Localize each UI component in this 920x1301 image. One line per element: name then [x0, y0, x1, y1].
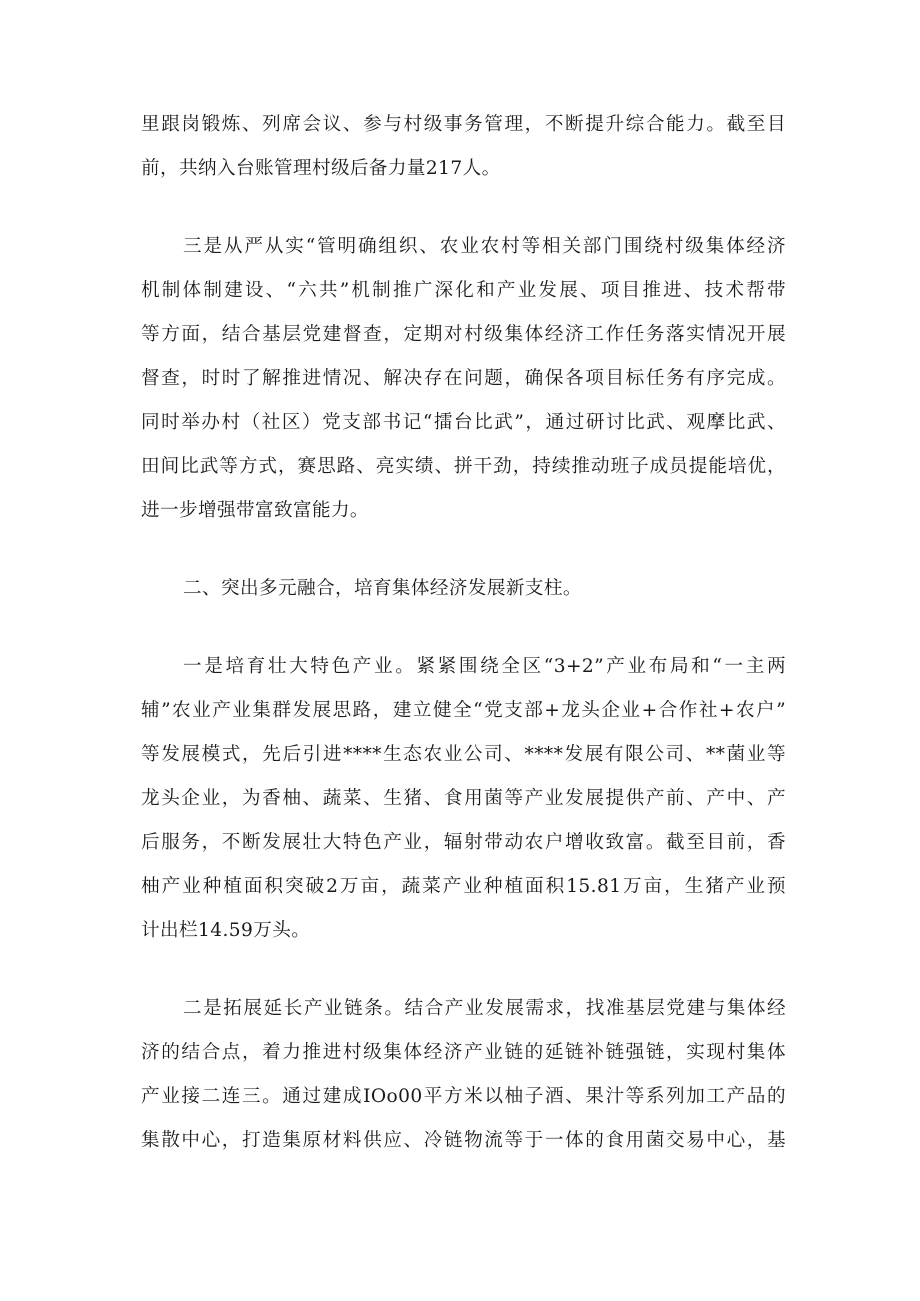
text-line: 集散中心，打造集原材料供应、冷链物流等于一体的食用菌交易中心，基 [141, 1130, 786, 1151]
document-page [141, 103, 786, 1163]
text-line: 龙头企业，为香柚、蔬菜、生猪、食用菌等产业发展提供产前、产中、产 [141, 788, 786, 809]
text-line: 等发展模式，先后引进****生态农业公司、****发展有限公司、**菌业等 [141, 744, 786, 765]
text-line: 三是从严从实“管明确组织、农业农村等相关部门围绕村级集体经济 [183, 236, 786, 257]
paragraph [141, 987, 786, 1163]
text-line: 柚产业种植面积突破2万亩，蔬菜产业种植面积15.81万亩，生猪产业预 [141, 876, 786, 897]
section-heading [141, 567, 786, 611]
text-line: 督查，时时了解推进情况、解决存在问题，确保各项目标任务有序完成。 [141, 368, 786, 389]
paragraph [141, 645, 786, 953]
text-line: 后服务，不断发展壮大特色产业，辐射带动农户增收致富。截至目前，香 [141, 832, 786, 853]
text-line: 等方面，结合基层党建督查，定期对村级集体经济工作任务落实情况开展 [141, 324, 786, 345]
text-line: 机制体制建设、“六共”机制推广深化和产业发展、项目推进、技术帮带 [141, 280, 786, 301]
paragraph [141, 225, 786, 533]
text-line: 里跟岗锻炼、列席会议、参与村级事务管理，不断提升综合能力。截至目 [141, 114, 786, 135]
text-line: 济的结合点，着力推进村级集体经济产业链的延链补链强链，实现村集体 [141, 1042, 786, 1063]
text-line: 进一步增强带富致富能力。 [141, 500, 369, 521]
text-line: 产业接二连三。通过建成IOo00平方米以柚子酒、果汁等系列加工产品的 [141, 1086, 786, 1107]
text-line: 计出栏14.59万头。 [141, 920, 311, 941]
text-line: 同时举办村（社区）党支部书记“擂台比武”，通过研讨比武、观摩比武、 [141, 412, 786, 433]
text-line: 二、突出多元融合，培育集体经济发展新支柱。 [183, 578, 582, 599]
text-line: 二是拓展延长产业链条。结合产业发展需求，找准基层党建与集体经 [183, 998, 786, 1019]
paragraph [141, 103, 786, 191]
text-line: 辅”农业产业集群发展思路，建立健全“党支部+龙头企业+合作社+农户” [141, 700, 786, 721]
text-line: 一是培育壮大特色产业。紧紧围绕全区“3+2”产业布局和“一主两 [183, 656, 786, 677]
text-line: 田间比武等方式，赛思路、亮实绩、拼干劲，持续推动班子成员提能培优， [141, 456, 786, 477]
text-line: 前，共纳入台账管理村级后备力量217人。 [141, 158, 501, 179]
